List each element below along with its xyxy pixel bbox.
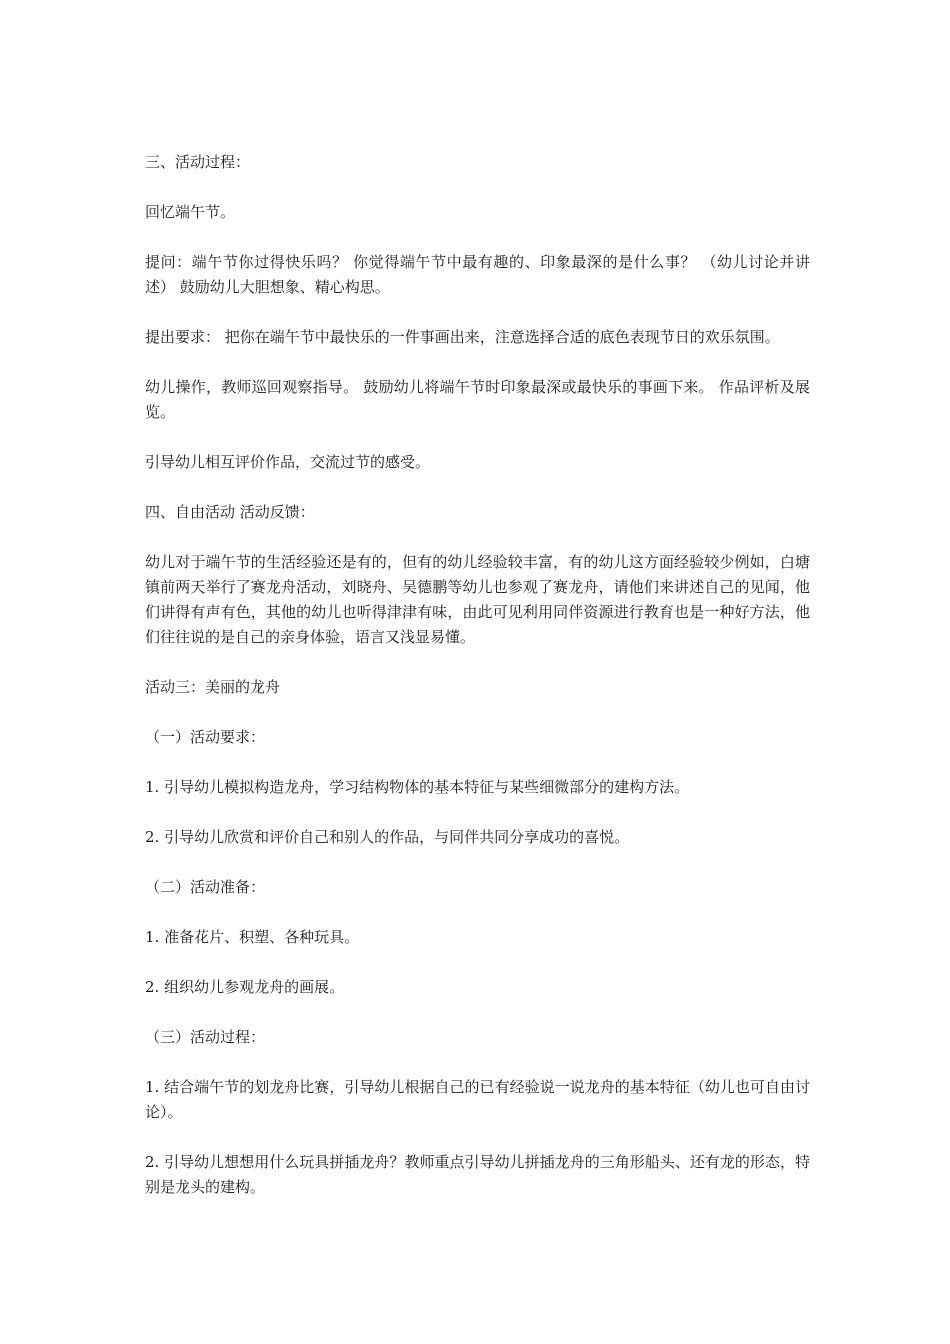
subheading-process: （三）活动过程： <box>145 1028 266 1046</box>
activity-title: 活动三：美丽的龙舟 <box>145 678 281 696</box>
subheading-preparation: （二）活动准备： <box>145 878 266 896</box>
section-heading-process: 三、活动过程： <box>145 153 251 171</box>
list-item: 1. 准备花片、积塑、各种玩具。 <box>145 928 360 946</box>
list-item: 1. 结合端午节的划龙舟比赛，引导幼儿根据自己的已有经验说一说龙舟的基本特征（幼儿也可自由讨论）。 <box>145 1078 810 1121</box>
document-body <box>145 150 810 1225</box>
paragraph-requirement: 提出要求： 把你在端午节中最快乐的一件事画出来，注意选择合适的底色表现节日的欢乐氛围。 <box>145 328 780 346</box>
list-item: 2. 引导幼儿欣赏和评价自己和别人的作品，与同伴共同分享成功的喜悦。 <box>145 828 630 846</box>
section-heading-free-activity: 四、自由活动 活动反馈： <box>145 503 315 521</box>
list-item: 2. 组织幼儿参观龙舟的画展。 <box>145 978 345 996</box>
paragraph-operation: 幼儿操作，教师巡回观察指导。 鼓励幼儿将端午节时印象最深或最快乐的事画下来。 作品评析及展览。 <box>145 378 810 421</box>
paragraph-feedback: 幼儿对于端午节的生活经验还是有的，但有的幼儿经验较丰富，有的幼儿这方面经验较少例如，白塘镇前两天举行了赛龙舟活动，刘晓舟、吴德鹏等幼儿也参观了赛龙舟，请他们来讲述自己的见闻，他们讲得有声有色，其他的幼儿也听得津津有味，由此可见利用同伴资源进行教育也是一种好方法，他们往往说的是自己的亲身体验，语言又浅显易懂。 <box>145 553 810 646</box>
paragraph-question: 提问：端午节你过得快乐吗？ 你觉得端午节中最有趣的、印象最深的是什么事？ （幼儿讨论并讲述） 鼓励幼儿大胆想象、精心构思。 <box>145 253 810 296</box>
list-item: 2. 引导幼儿想想用什么玩具拼插龙舟？教师重点引导幼儿拼插龙舟的三角形船头、还有龙的形态，特别是龙头的建构。 <box>145 1153 810 1196</box>
paragraph-evaluation: 引导幼儿相互评价作品，交流过节的感受。 <box>145 453 431 471</box>
subheading-requirements: （一）活动要求： <box>145 728 266 746</box>
list-item: 1. 引导幼儿模拟构造龙舟，学习结构物体的基本特征与某些细微部分的建构方法。 <box>145 778 690 796</box>
paragraph-recall: 回忆端午节。 <box>145 203 236 221</box>
